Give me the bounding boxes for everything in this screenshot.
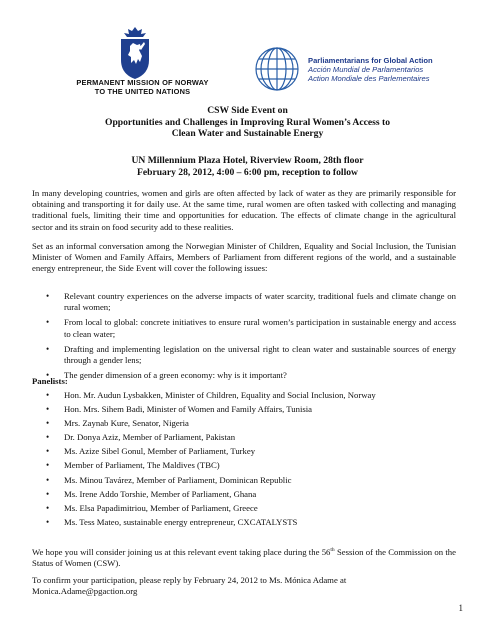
issue-item: • From local to global: concrete initiatives to ensure rural women’s participation in sustainable energy and access to clean water; (32, 317, 456, 339)
page-number: 1 (458, 603, 463, 613)
format-paragraph: Set as an informal conversation among the Norwegian Minister of Children, Equality and Social Inclusion, the Tunisian Minister of Women and Family Affairs, Members of Parliament from different regions of the world, and a sustainable energy entrepreneur, the Side Event will cover the following issues: (32, 241, 456, 274)
panelist-item: • Ms. Elsa Papadimitriou, Member of Parliament, Greece (32, 502, 456, 514)
pga-logo (254, 46, 454, 96)
closing-text-part2: Session of the Commission on the Status of Women (CSW). (32, 547, 456, 569)
ordinal-suffix: th (330, 547, 335, 554)
pga-name-english: Parliamentarians for Global Action (308, 56, 433, 65)
event-title-line1: CSW Side Event on (207, 105, 288, 116)
closing-text-part1: We hope you will consider joining us at this relevant event taking place during the 56 (32, 547, 331, 557)
event-title (40, 105, 455, 140)
issues-list (32, 291, 456, 385)
rsvp-text: To confirm your participation, please reply by February 24, 2012 to Ms. Mónica Adame at (32, 575, 347, 585)
event-venue (40, 155, 455, 178)
norway-mission-name-line1: PERMANENT MISSION OF NORWAY (76, 78, 209, 87)
issue-item: • Drafting and implementing legislation on the universal right to clean water and sustainable sources of energy through a gender lens; (32, 344, 456, 366)
rsvp-email: Monica.Adame@pgaction.org (32, 586, 138, 597)
pga-logo-text (308, 56, 458, 83)
panelist-item: • Ms. Minou Tavárez, Member of Parliament, Dominican Republic (32, 474, 456, 486)
globe-icon (254, 46, 300, 92)
pga-name-french: Action Mondiale des Parlementaires (308, 74, 430, 83)
event-title-line2: Opportunities and Challenges in Improving Rural Women’s Access to (104, 116, 390, 128)
norway-mission-name-line2: TO THE UNITED NATIONS (94, 87, 191, 96)
panelist-item: • Ms. Azize Sibel Gonul, Member of Parliament, Turkey (32, 445, 456, 457)
panelists-heading: Panelists: (32, 376, 68, 386)
pga-name-spanish: Acción Mundial de Parlamentarios (308, 65, 424, 74)
norway-mission-name (60, 78, 225, 96)
panelist-item: • Hon. Mr. Audun Lysbakken, Minister of Children, Equality and Social Inclusion, Norway (32, 389, 456, 401)
event-location: UN Millennium Plaza Hotel, Riverview Room, 28th floor (131, 155, 364, 166)
panelist-item: • Mrs. Zaynab Kure, Senator, Nigeria (32, 417, 456, 429)
intro-paragraph: In many developing countries, women and girls are often affected by lack of water as they are primarily responsible for obtaining and transporting it for daily use. At the same time, rural women are often tasked with collecting and managing traditional fuels, limiting their time and opportunities for education. The effects of climate change in the agricultural sector and its strain on food security add to these realities. (32, 188, 456, 232)
panelist-item: • Member of Parliament, The Maldives (TBC) (32, 459, 456, 471)
event-title-line3: Clean Water and Sustainable Energy (171, 128, 324, 139)
panelists-list (32, 389, 456, 530)
panelist-item: • Hon. Mrs. Sihem Badi, Minister of Women and Family Affairs, Tunisia (32, 403, 456, 415)
issue-item: • Relevant country experiences on the adverse impacts of water scarcity, traditional fuels and climate change on rural women; (32, 291, 456, 313)
issue-item: • The gender dimension of a green economy: why is it important? (32, 370, 456, 381)
panelist-item: • Dr. Donya Aziz, Member of Parliament, Pakistan (32, 431, 456, 443)
event-date-time: February 28, 2012, 4:00 – 6:00 pm, reception to follow (137, 166, 358, 178)
panelist-item: • Ms. Irene Addo Torshie, Member of Parliament, Ghana (32, 488, 456, 500)
rsvp-paragraph (32, 575, 456, 597)
panelist-item: • Ms. Tess Mateo, sustainable energy entrepreneur, CXCATALYSTS (32, 516, 456, 528)
norway-coat-of-arms-icon (116, 26, 154, 80)
closing-paragraph (32, 547, 456, 569)
